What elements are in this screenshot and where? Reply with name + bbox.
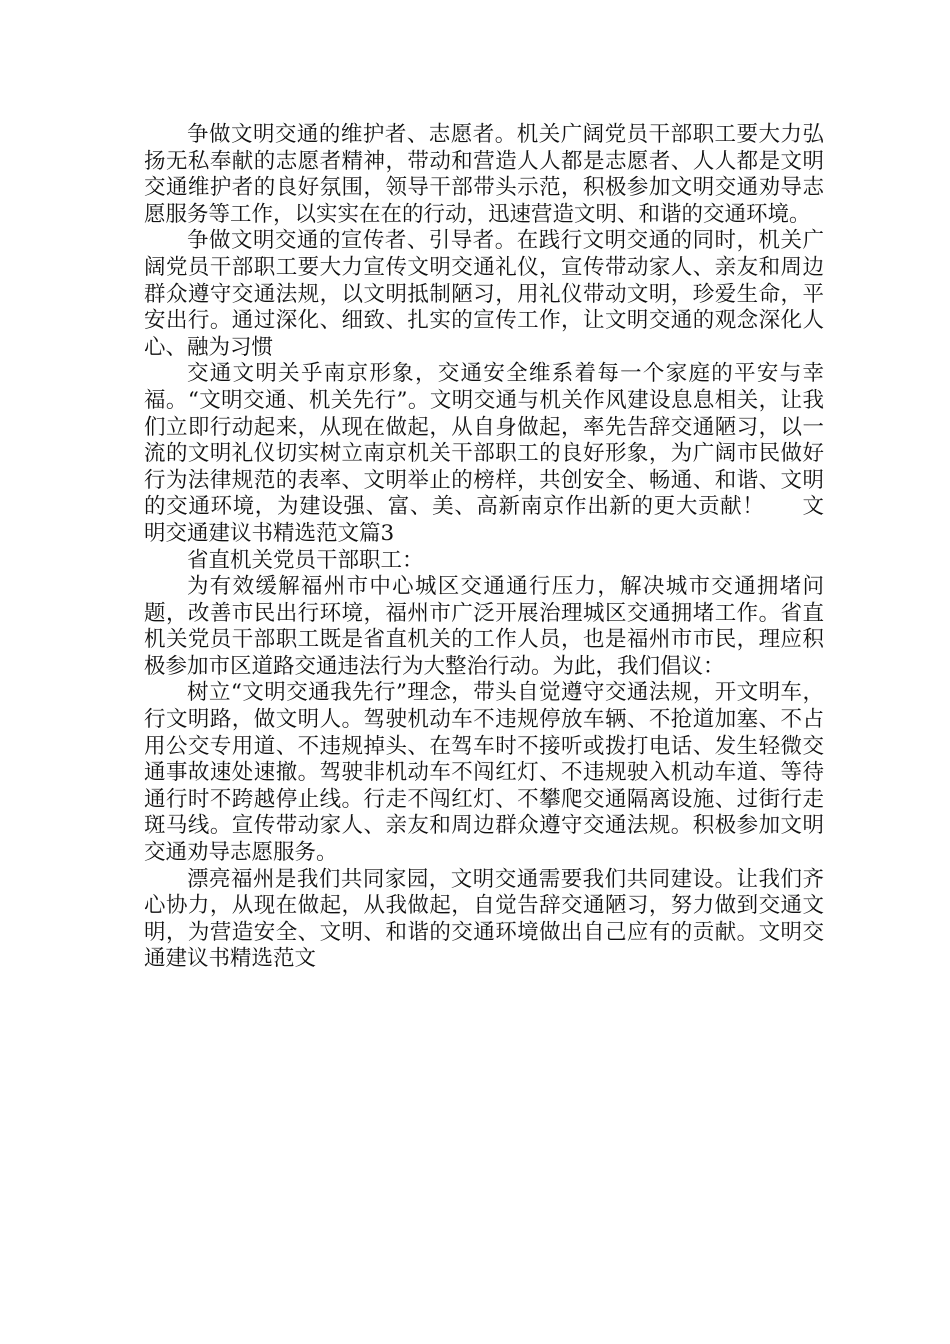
paragraph-volunteer: 争做文明交通的维护者、志愿者。机关广阔党员干部职工要大力弘扬无私奉献的志愿者精神，带动和营造人人都是志愿者、人人都是文明交通维护者的良好氛围，领导干部带头示范，积极参加文明交通劝导志愿服务等工作，以实实在在的行动，迅速营造文明、和谐的交通环境。: [144, 122, 824, 227]
paragraph-closing: 漂亮福州是我们共同家园，文明交通需要我们共同建设。让我们齐心协力，从现在做起，从我做起，自觉告辞交通陋习，努力做到交通文明，为营造安全、文明、和谐的交通环境做出自己应有的贡献。文明交通建议书精选范文: [144, 866, 824, 972]
salutation: 省直机关党员干部职工：: [187, 547, 424, 573]
paragraph-fuzhou-intro: 为有效缓解福州市中心城区交通通行压力，解决城市交通拥堵问题，改善市民出行环境，福州市广泛开展治理城区交通拥堵工作。省直机关党员干部职工既是省直机关的工作人员，也是福州市市民，理应积极参加市区道路交通违法行为大整治行动。为此，我们倡议：: [144, 574, 824, 679]
paragraph-nanjing: [144, 361, 824, 547]
paragraph-publicity: 争做文明交通的宣传者、引导者。在践行文明交通的同时，机关广阔党员干部职工要大力宣传文明交通礼仪，宣传带动家人、亲友和周边群众遵守交通法规，以文明抵制陋习，用礼仪带动文明，珍爱生命，平安出行。通过深化、细致、扎实的宣传工作，让文明交通的观念深化人心、融为习惯: [144, 228, 824, 360]
paragraph-nanjing-text: 交通文明关乎南京形象，交通安全维系着每一个家庭的平安与幸福。“文明交通、机关先行”。文明交通与机关作风建设息息相关，让我们立即行动起来，从现在做起，从自身做起，率先告辞交通陋习，以一流的文明礼仪切实树立南京机关干部职工的良好形象，为广阔市民做好行为法律规范的表率、文明举止的榜样，共创安全、畅通、和谐、文明的交通环境，为建设强、富、美、高新南京作出新的更大贡献！: [144, 361, 824, 520]
section-title: 文明交通建议书精选范文篇3: [144, 494, 824, 546]
document-body: [144, 122, 824, 973]
paragraph-initiative: 树立“文明交通我先行”理念，带头自觉遵守交通法规，开文明车，行文明路，做文明人。驾驶机动车不违规停放车辆、不抢道加塞、不占用公交专用道、不违规掉头、在驾车时不接听或拨打电话、发生轻微交通事故速处速撤。驾驶非机动车不闯红灯、不违规驶入机动车道、等待通行时不跨越停止线。行走不闯红灯、不攀爬交通隔离设施、过街行走斑马线。宣传带动家人、亲友和周边群众遵守交通法规。积极参加文明交通劝导志愿服务。: [144, 680, 824, 866]
